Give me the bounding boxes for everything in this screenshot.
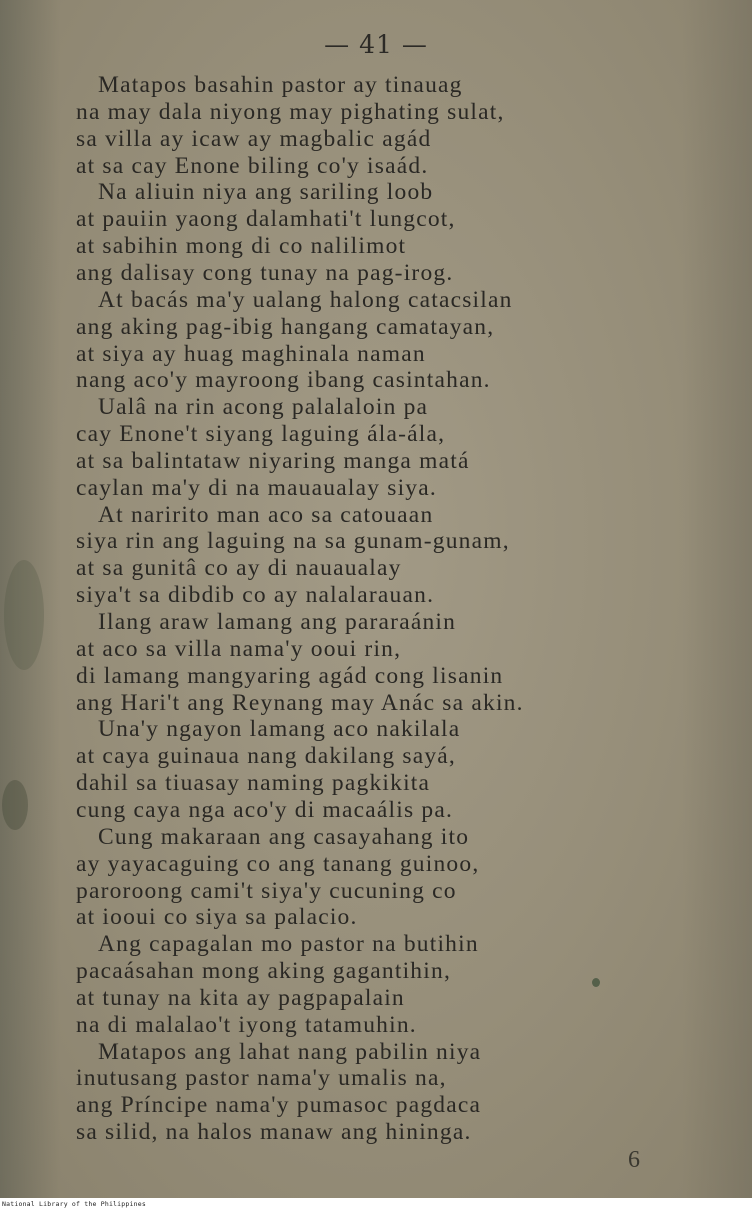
verse-line: cay Enone't siyang laguing ála-ála, [76,421,446,448]
verse-line: At naririto man aco sa catouaan [98,501,434,528]
verse-line: inutusang pastor nama'y umalis na, [76,1065,447,1092]
verse-line: At bacás ma'y ualang halong catacsilan [98,286,513,313]
verse-line: sa silid, na halos manaw ang hininga. [76,1119,472,1146]
verse-line: at caya guinaua nang dakilang sayá, [76,743,456,770]
verse-line: at siya ay huag maghinala naman [76,340,426,367]
verse-line: Matapos ang lahat nang pabilin niya [98,1038,482,1065]
verse-line: Cung makaraan ang casayahang ito [98,823,470,850]
verse-line: Matapos basahin pastor ay tinauag [98,72,463,98]
verse-line: nang aco'y mayroong ibang casintahan. [76,367,491,394]
verse-line: na may dala niyong may pighating sulat, [76,98,505,125]
verse-line: Na aliuin niya ang sariling loob [98,179,434,206]
verse-line: at pauiin yaong dalamhati't lungcot, [76,206,456,233]
verse-line: dahil sa tiuasay naming pagkikita [76,770,431,797]
verse-line: at tunay na kita ay pagpapalain [76,984,405,1011]
verse-line: at sa gunitâ co ay di nauaualay [76,555,402,582]
verse-line: cung caya nga aco'y di macaális pa. [76,796,454,823]
verse-line: Ilang araw lamang ang pararaánin [98,609,457,635]
verse-line: at sa cay Enone biling co'y isaád. [76,152,429,179]
signature-mark: 6 [628,1147,640,1173]
verse-line: at sabihin mong di co nalilimot [76,233,407,260]
verse-line: sa villa ay icaw ay magbalic agád [76,125,432,152]
verse-line: at aco sa villa nama'y ooui rin, [76,635,402,662]
page-number-header: — 41 — [324,30,428,59]
verse-line: ang Príncipe nama'y pumasoc pagdaca [76,1092,482,1119]
verse-line: at iooui co siya sa palacio. [76,904,358,931]
verse-line: paroroong cami't siya'y cucuning co [76,877,457,904]
verse-line: Una'y ngayon lamang aco nakilala [98,716,461,743]
library-credit: National Library of the Philippines [2,1200,146,1208]
verse-line: di lamang mangyaring agád cong lisanin [76,662,504,689]
verse-line: pacaásahan mong aking gagantihin, [76,958,452,985]
verse-line: at sa balintataw niyaring manga matá [76,447,470,474]
verse-line: Ang capagalan mo pastor na butihin [98,931,479,958]
verse-line: ang dalisay cong tunay na pag-irog. [76,259,454,286]
verse-line: siya rin ang laguing na sa gunam-gunam, [76,528,510,555]
verse-line: caylan ma'y di na mauaualay siya. [76,474,437,501]
verse-line: Ualâ na rin acong palalaloin pa [98,394,429,421]
verse-line: ang Hari't ang Reynang may Anác sa akin. [76,689,524,716]
verse-line: siya't sa dibdib co ay nalalarauan. [76,582,435,609]
verse-line: ang aking pag-ibig hangang camatayan, [76,313,495,340]
verse-line: na di malalao't iyong tatamuhin. [76,1011,417,1038]
verse-line: ay yayacaguing co ang tanang guinoo, [76,850,480,877]
